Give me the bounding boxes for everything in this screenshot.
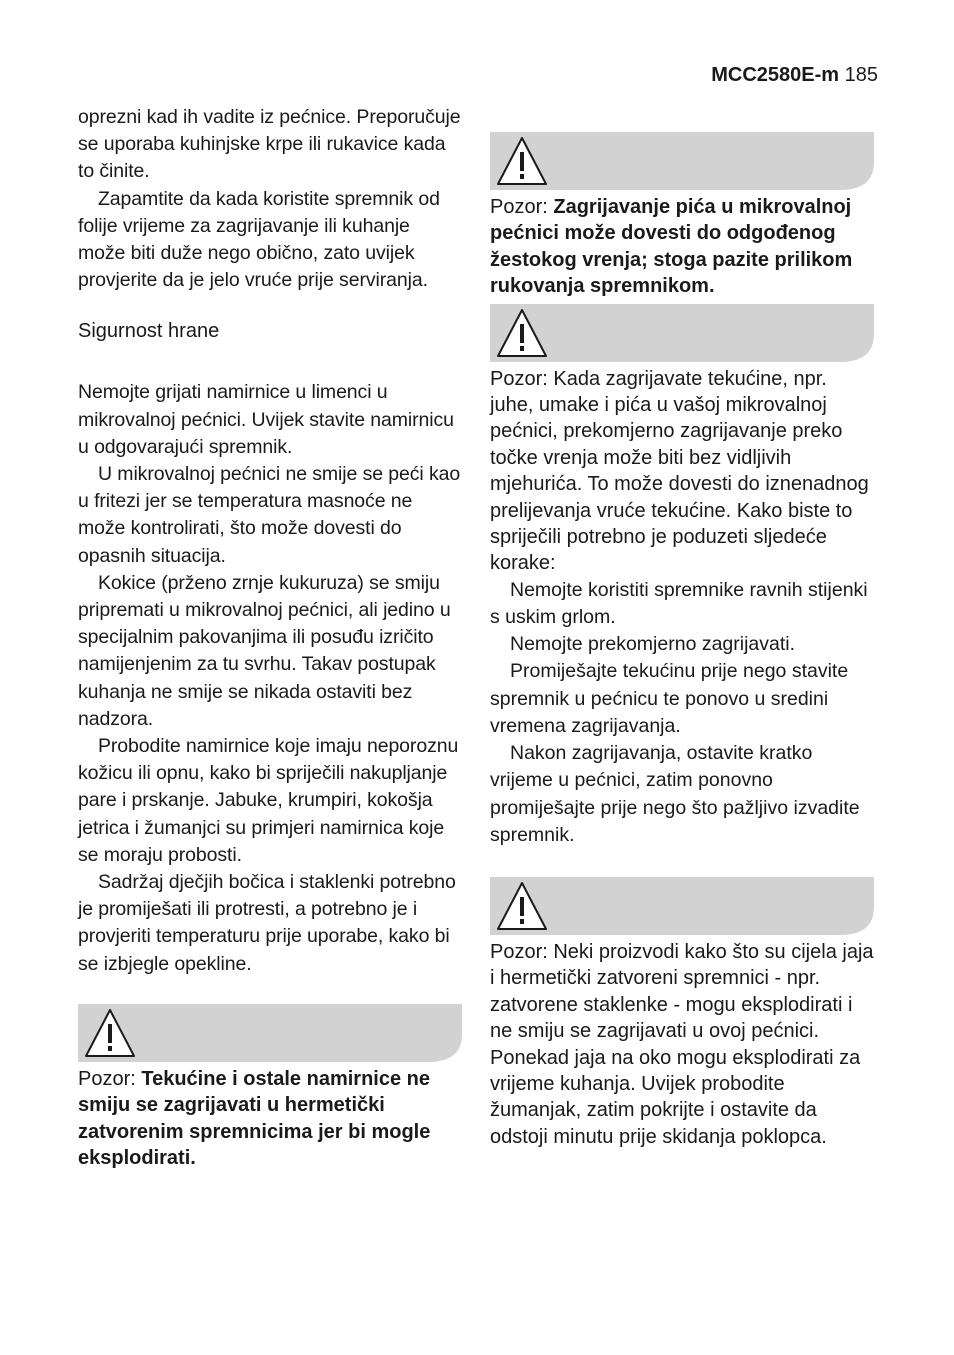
warning-boiling	[490, 194, 874, 300]
warning-banner	[490, 304, 874, 362]
food-paragraph-5: Sadržaj dječjih bočica i staklenki potrebno je promiješati ili protresti, a potrebno je i provjeriti temperaturu prije uporabe, kako bi se izbjegle opekline.	[78, 871, 456, 975]
warning-eggs-text: Pozor: Neki proizvodi kako što su cijela jaja i hermetički zatvoreni spremnici - npr. zatvorene staklenke - mogu eksplodirati i ne smiju se zagrijavati u ovoj pećnici. Ponekad jaja na oko mogu eksplodirati za vrijeme kuhanja. Uvijek probodite žumanjak, zatim pokrijte i ostavite da odstoji minutu prije skidanja poklopca.	[490, 940, 874, 1148]
warning-banner-shape	[78, 1004, 462, 1062]
warning-eggs	[490, 939, 874, 1150]
list-item: Nemojte koristiti spremnike ravnih stijenki s uskim grlom.	[490, 578, 868, 629]
right-column	[490, 132, 874, 1150]
warning-hermetic	[78, 1066, 462, 1172]
warning-bold-text: Tekućine i ostale namirnice ne smiju se zagrijavati u hermetički zatvorenim spremnicima jer bi mogle eksplodirati.	[78, 1067, 431, 1170]
intro-paragraph-1: oprezni kad ih vadite iz pećnice. Preporučuje se uporaba kuhinjske krpe ili rukavice kada to činite.	[78, 106, 461, 183]
page-header	[711, 64, 878, 87]
page-number: 185	[844, 64, 878, 86]
warning-banner	[490, 132, 874, 190]
list-item: Promiješajte tekućinu prije nego stavite spremnik u pećnicu te ponovo u sredini vremena zagrijavanja.	[490, 660, 849, 737]
food-paragraph-3: Kokice (prženo zrnje kukuruza) se smiju pripremati u mikrovalnoj pećnici, ali jedino u specijalnim pakovanjima ili posuđu izričito namijenjenim za tu svrhu. Takav postupak kuhanja ne smije se nikada ostaviti bez nadzora.	[78, 571, 451, 730]
list-item: Nakon zagrijavanja, ostavite kratko vrijeme u pećnici, zatim ponovno promiješajte prije nego što pažljivo izvadite spremnik.	[490, 742, 860, 846]
food-paragraph-2: U mikrovalnoj pećnici ne smije se peći kao u fritezi jer se temperatura masnoće ne može kontrolirati, što može dovesti do opasnih situacija.	[78, 463, 461, 567]
warning-banner-shape	[490, 132, 874, 190]
food-safety-text	[78, 379, 462, 977]
warning-prefix: Pozor:	[490, 196, 554, 218]
warning-liquids	[490, 366, 874, 577]
warning-banner	[490, 877, 874, 935]
intro-text	[78, 104, 462, 294]
model-number: MCC2580E-m	[711, 64, 840, 86]
warning-prefix: Pozor:	[78, 1067, 142, 1090]
food-paragraph-4: Probodite namirnice koje imaju neporoznu kožicu ili opnu, kako bi spriječili nakupljanje pare i prskanje. Jabuke, krumpiri, kokošja jetrica i žumanjci su primjeri namirnica koje se moraju probosti.	[78, 735, 459, 866]
steps-list	[490, 577, 874, 849]
list-item: Nemojte prekomjerno zagrijavati.	[510, 633, 796, 656]
warning-banner-shape	[490, 877, 874, 935]
section-title: Sigurnost hrane	[78, 320, 220, 343]
warning-banner	[78, 1004, 462, 1062]
left-column	[78, 104, 462, 1172]
warning-bold-text: Zagrijavanje pića u mikrovalnoj pećnici može dovesti do odgođenog žestokog vrenja; stoga pazite prilikom rukovanja spremnikom.	[490, 196, 853, 298]
warning-liquids-text: Pozor: Kada zagrijavate tekućine, npr. juhe, umake i pića u vašoj mikrovalnoj pećnici, prekomjerno zagrijavanje preko točke vrenja može biti bez vidljivih mjehurića. To može dovesti do iznenadnog prelijevanja vruće tekućine. Kako biste to spriječili potrebno je poduzeti sljedeće korake:	[490, 367, 869, 575]
food-paragraph-1: Nemojte grijati namirnice u limenci u mikrovalnoj pećnici. Uvijek stavite namirnicu u odgovarajući spremnik.	[78, 381, 454, 458]
intro-paragraph-2: Zapamtite da kada koristite spremnik od folije vrijeme za zagrijavanje ili kuhanje može biti duže nego obično, zato uvijek provjerite da je jelo vruće prije serviranja.	[78, 187, 440, 292]
warning-banner-shape	[490, 304, 874, 362]
